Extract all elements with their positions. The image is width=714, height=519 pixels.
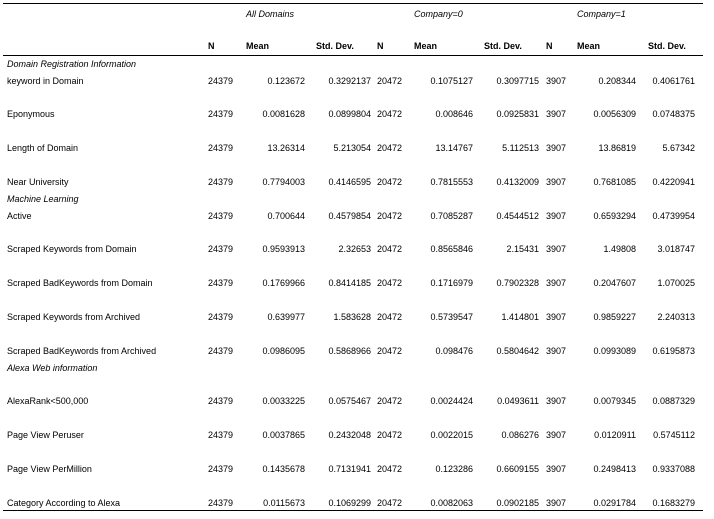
cell-mean-all: 0.1435678 [262,464,305,474]
cell-n-all: 24379 [208,278,234,288]
cell-mean-c0: 0.5739547 [430,312,473,322]
cell-sd-c1: 0.4220941 [652,177,695,187]
cell-mean-c0: 0.123286 [435,464,473,474]
cell-sd-c0: 0.0902185 [496,498,539,508]
cell-sd-c1: 1.070025 [657,278,695,288]
col-header-n-c1: N [546,41,553,51]
cell-mean-all: 0.0037865 [262,430,305,440]
cell-n-all: 24379 [208,109,234,119]
cell-mean-all: 0.700644 [267,211,305,221]
cell-n-all: 24379 [208,396,234,406]
section-label: Alexa Web information [7,363,98,373]
cell-mean-c0: 0.0082063 [430,498,473,508]
cell-n-all: 24379 [208,143,234,153]
col-header-n-c0: N [377,41,384,51]
cell-n-c0: 20472 [377,211,403,221]
cell-sd-c0: 0.3097715 [496,76,539,86]
cell-sd-all: 0.0575467 [328,396,371,406]
col-header-mean-c1: Mean [577,41,601,51]
cell-mean-c0: 0.8565846 [430,244,473,254]
cell-sd-c1: 0.9337088 [652,464,695,474]
row-label: Scraped Keywords from Archived [7,312,141,322]
cell-mean-c0: 0.008646 [435,109,473,119]
cell-n-c1: 3907 [546,211,567,221]
cell-n-all: 24379 [208,464,234,474]
cell-sd-c1: 0.6195873 [652,346,695,356]
row-label: Scraped BadKeywords from Domain [7,278,153,288]
cell-n-all: 24379 [208,244,234,254]
cell-n-c0: 20472 [377,430,403,440]
cell-mean-c1: 0.0291784 [593,498,636,508]
row-label: Page View Peruser [7,430,84,440]
cell-n-all: 24379 [208,76,234,86]
cell-mean-all: 0.0115673 [263,498,305,508]
cell-n-c0: 20472 [377,109,403,119]
cell-sd-c0: 0.5804642 [496,346,539,356]
cell-sd-c1: 0.1683279 [652,498,695,508]
section-label: Machine Learning [7,194,79,204]
cell-n-c1: 3907 [546,109,567,119]
cell-mean-c1: 0.9859227 [593,312,636,322]
cell-sd-c0: 5.112513 [502,143,539,153]
cell-mean-c0: 0.0024424 [430,396,473,406]
table-bottom-rule [3,510,703,511]
cell-sd-all: 0.4146595 [328,177,371,187]
cell-mean-all: 0.0033225 [262,396,305,406]
cell-sd-c1: 0.0748375 [652,109,695,119]
cell-sd-c1: 0.5745112 [653,430,695,440]
cell-mean-all: 0.7794003 [262,177,305,187]
cell-mean-c0: 0.0022015 [430,430,473,440]
cell-mean-c0: 13.14767 [435,143,473,153]
cell-n-all: 24379 [208,177,234,187]
group-header-company-1: Company=1 [577,9,626,19]
col-header-mean-c0: Mean [414,41,438,51]
cell-sd-all: 0.8414185 [328,278,371,288]
cell-sd-c0: 0.6609155 [496,464,539,474]
cell-n-c1: 3907 [546,278,567,288]
cell-sd-all: 5.213054 [333,143,371,153]
cell-n-c0: 20472 [377,143,403,153]
cell-mean-c0: 0.7815553 [430,177,473,187]
cell-sd-c0: 0.086276 [501,430,539,440]
col-header-mean-all: Mean [246,41,270,51]
cell-n-c0: 20472 [377,76,403,86]
row-label: Near University [7,177,69,187]
cell-n-all: 24379 [208,430,234,440]
row-label: Scraped BadKeywords from Archived [7,346,157,356]
cell-n-c0: 20472 [377,396,403,406]
col-header-sd-all: Std. Dev. [316,41,354,51]
cell-mean-c0: 0.1716979 [430,278,473,288]
cell-mean-all: 13.26314 [267,143,305,153]
cell-n-c0: 20472 [377,278,403,288]
row-label: Length of Domain [7,143,79,153]
cell-sd-all: 1.583628 [333,312,371,322]
cell-mean-all: 0.0986095 [262,346,305,356]
cell-n-c1: 3907 [546,430,567,440]
cell-sd-c0: 0.4544512 [496,211,539,221]
cell-mean-c1: 0.2047607 [593,278,636,288]
cell-n-c1: 3907 [546,346,567,356]
cell-n-all: 24379 [208,211,234,221]
cell-mean-c0: 0.7085287 [430,211,473,221]
cell-sd-c1: 3.018747 [657,244,695,254]
cell-sd-c0: 0.0925831 [496,109,539,119]
cell-n-c0: 20472 [377,177,403,187]
cell-mean-all: 0.0081628 [262,109,305,119]
cell-sd-all: 0.7131941 [328,464,371,474]
cell-sd-all: 0.4579854 [328,211,371,221]
cell-n-c1: 3907 [546,498,567,508]
group-header-company-0: Company=0 [414,9,463,19]
group-header-all-domains: All Domains [246,9,295,19]
section-label: Domain Registration Information [7,59,137,69]
cell-n-c0: 20472 [377,244,403,254]
cell-n-c1: 3907 [546,464,567,474]
cell-n-c1: 3907 [546,312,567,322]
cell-mean-c1: 0.0120911 [594,430,636,440]
cell-sd-all: 0.3292137 [328,76,371,86]
cell-sd-c1: 2.240313 [657,312,695,322]
row-label: AlexaRank<500,000 [7,396,89,406]
cell-mean-c1: 0.2498413 [593,464,636,474]
row-label: Active [7,211,32,221]
row-label: Eponymous [7,109,55,119]
cell-sd-all: 0.1069299 [328,498,371,508]
cell-n-c1: 3907 [546,76,567,86]
cell-n-all: 24379 [208,498,234,508]
cell-mean-all: 0.9593913 [262,244,305,254]
cell-mean-c0: 0.1075127 [430,76,473,86]
col-header-sd-c0: Std. Dev. [484,41,522,51]
cell-mean-c1: 0.0056309 [593,109,636,119]
cell-sd-all: 0.0899804 [328,109,371,119]
row-label: Page View PerMillion [7,464,92,474]
cell-sd-c1: 5.67342 [662,143,695,153]
cell-n-c1: 3907 [546,396,567,406]
cell-sd-c0: 0.7902328 [496,278,539,288]
cell-mean-c1: 0.0079345 [593,396,636,406]
col-header-sd-c1: Std. Dev. [648,41,686,51]
row-label: Category According to Alexa [7,498,121,508]
cell-sd-c1: 0.0887329 [652,396,695,406]
cell-sd-c1: 0.4061761 [652,76,695,86]
cell-mean-c1: 0.0993089 [593,346,636,356]
cell-sd-all: 2.32653 [338,244,371,254]
cell-sd-c0: 0.0493611 [497,396,539,406]
cell-n-all: 24379 [208,312,234,322]
cell-sd-all: 0.5868966 [328,346,371,356]
cell-sd-c1: 0.4739954 [652,211,695,221]
cell-n-c1: 3907 [546,143,567,153]
cell-n-c0: 20472 [377,312,403,322]
cell-n-c0: 20472 [377,464,403,474]
cell-mean-all: 0.123672 [267,76,305,86]
row-label: keyword in Domain [7,76,84,86]
cell-n-all: 24379 [208,346,234,356]
cell-n-c1: 3907 [546,244,567,254]
cell-mean-c1: 13.86819 [598,143,636,153]
cell-sd-c0: 2.15431 [506,244,539,254]
cell-sd-all: 0.2432048 [328,430,371,440]
cell-mean-c1: 0.6593294 [593,211,636,221]
cell-mean-c1: 1.49808 [603,244,636,254]
cell-sd-c0: 1.414801 [501,312,539,322]
cell-n-c1: 3907 [546,177,567,187]
cell-sd-c0: 0.4132009 [496,177,539,187]
cell-mean-all: 0.1769966 [262,278,305,288]
row-label: Scraped Keywords from Domain [7,244,137,254]
cell-mean-c0: 0.098476 [435,346,473,356]
col-header-n-all: N [208,41,215,51]
table-top-rule [3,3,703,4]
header-rule [3,55,703,56]
cell-mean-c1: 0.208344 [598,76,636,86]
cell-mean-c1: 0.7681085 [593,177,636,187]
cell-n-c0: 20472 [377,346,403,356]
cell-mean-all: 0.639977 [267,312,305,322]
cell-n-c0: 20472 [377,498,403,508]
